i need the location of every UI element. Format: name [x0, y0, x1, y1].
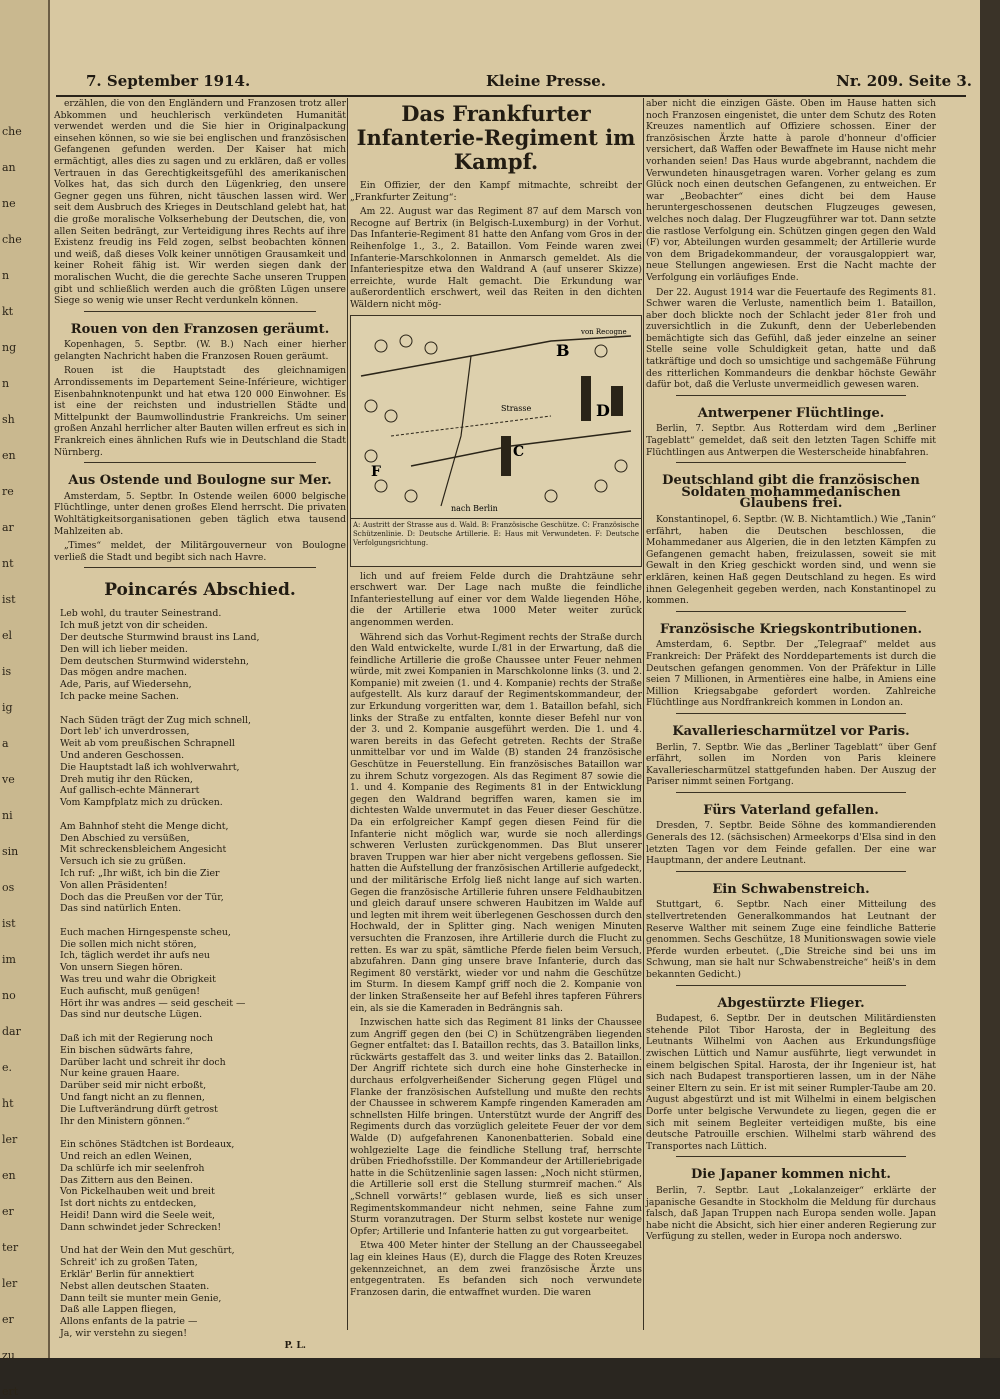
article-text: Während sich das Vorhut-Regiment rechts der Straße durch den Wald entwickelte, wurde I./81 in der Erwartung, daß die feindliche Artillerie die große Chaussee unter Feuer nehmen würde, mit zwei Kompanien in Marschkolonne links (3. und 2. Kompanie) mit zweien (1. und 4. Kompanie) rechts der Straße aufgestellt. Als kurz darauf der Regimentskommandeur, der zur Erkundung vorgeritten war, dem 1. Bataillon befahl, sich links der Straße zu entfalten, konnte dieser Befehl nur von der 3. und 2. Kompanie ausgeführt werden. Die 1. und 4. waren bereits in das Gefecht getreten. Rechts der Straße unmittelbar vor und im Walde (B) standen 24 französische Geschütze in Feuerstellung. Ein französisches Bataillon war zu ihrem Schutz vorgezogen. Als das Regiment 87 sowie die 1. und 4. Kompanie des Regiments 81 in der Entwicklung gegen den Waldrand begriffen waren, kamen sie im dichtesten Walde unvermutet in das Feuer dieser Geschütze. Da ein erfolgreicher Kampf gegen diesen Feind für die Infanterie nicht möglich war, wurde sie noch allerdings schweren Verlusten zurückgenommen. Das Blut unserer braven Truppen war hier aber nicht vergebens geflossen. Sie hatten die Aufstellung der französischen Artillerie aufgedeckt, und der militärische Erfolg ließ nicht lange auf sich warten. Gegen die französische Artillerie fuhren unsere Feldhaubitzen und gleich darauf unsere schweren Haubitzen im Walde auf und legten mit ihrem weit überlegenen Geschossen durch den Hochwald, der in Splitter ging. Nach wenigen Minuten versuchten die Franzosen, ihre Artillerie durch die Flucht zu retten. Es war zu spät, sämtliche Pferde fielen beim Versuch, abzufahren. Dann ging unsere brave Infanterie, durch das Regiment 80 verstärkt, wieder vor und nahm die Geschütze im Sturm. In diesem Kampf griff noch die 2. Kompanie von der linken Straßenseite her auf Befehl ihres tapferen Führers ein, als sie die Kameraden in Bedrängnis sah. [350, 631, 642, 1014]
scan-edge [980, 0, 1000, 1358]
strip-fragment: is [2, 665, 12, 678]
headline: Antwerpener Flüchtlinge. [697, 405, 885, 421]
strip-fragment: er [2, 1313, 14, 1326]
headline: Aus Ostende und Boulogne sur Mer. [68, 473, 332, 489]
article-text: Kopenhagen, 5. Septbr. (W. B.) Nach einer hierher gelangten Nachricht haben die Franzosen Rouen geräumt. [54, 339, 346, 362]
strip-fragment: ar [2, 521, 14, 534]
strip-fragment: che [2, 233, 22, 246]
strip-fragment: ng [2, 341, 17, 354]
strip-fragment: ne [2, 197, 16, 210]
signature: P. L. [284, 1339, 306, 1351]
divider [676, 985, 906, 992]
sketch-map-drawing [351, 316, 641, 516]
strip-fragment: sin [2, 845, 19, 858]
article-text: Budapest, 6. Septbr. Der in deutschen Militärdiensten stehende Pilot Tibor Harosta, der in Begleitung des Leutnants Wilhelmi von Aachen aus Erkundungsflüge zwischen Lüttich und Namur ausführte, liegt verwundet in einem belgischen Spital. Harosta, der ihr Ingenieur ist, hat sich nach Budapest transportieren lassen, um in der Nähe seiner Eltern zu sein. Er ist mit seiner Rumpler-Taube am 20. August abgestürzt und ist mit Wilhelmi in einem belgischen Dorfe unter belgische Verwundete zu liegen, gegen die er sich mit seinem Begleiter verteidigen mußte, bis eine deutsche Patrouille erschien. Wilhelmi starb während des Transportes nach Lüttich. [646, 1013, 936, 1152]
strip-fragment: kt [2, 305, 14, 318]
divider [676, 462, 906, 469]
map-label-f: F [371, 463, 381, 480]
article-text: aber nicht die einzigen Gäste. Oben im Hause hatten sich noch Franzosen eingenistet, die unter dem Schutz des Roten Kreuzes namentlich auf Offiziere schossen. Einer der französischen Ärzte hatte à parole d'honneur d'officier versichert, daß Waffen oder Bewaffnete im Hause nicht mehr vorhanden seien! Das Haus wurde abgebrannt, nachdem die Verwundeten hinausgetragen waren. Vorher gelang es zum Glück noch einen deutschen Gefangenen, zu entweichen. Er war „Beobachter“ eines dicht bei dem Hause heruntergeschossenen deutschen Flugzeuges gewesen, welches noch dalag. Der Flugzeugführer war tot. Dann setzte die rastlose Verfolgung ein. Schützen gingen gegen den Wald (F) vor, Abteilungen wurden gesammelt; der Artillerie wurde von dem Brigadekommandeur, der vorausgaloppiert war, neue Stellungen angewiesen. Erst die Nacht machte der Verfolgung ein vorläufiges Ende. [646, 98, 936, 283]
column-1 [54, 98, 346, 1351]
headline: Französische Kriegskontributionen. [659, 621, 923, 637]
divider [676, 1156, 906, 1163]
article-text: Konstantinopel, 6. Septbr. (W. B. Nichtamtlich.) Wie „Tanin“ erfährt, haben die Deutschen beschlossen, die Mohammedaner aus Algerien, die in den letzten Kämpfen zu Gefangenen gemacht haben, freizulassen, soweit sie mit Gewalt in den Krieg geschickt worden sind, und wenn sie erklären, keinen Haß gegen Deutschland zu hegen. Es wird ihnen Gelegenheit gegeben werden, nach Konstantinopel zu kommen. [646, 514, 936, 607]
masthead-paper: Kleine Presse. [486, 72, 607, 90]
headline: Ein Schwabenstreich. [712, 881, 870, 897]
article-text: Am 22. August war das Regiment 87 auf dem Marsch von Recogne auf Bertrix (in Belgisch-Luxemburg) in der Vorhut. Das Infanterie-Regiment 81 hatte den Anfang vom Gros in der Reihenfolge 1., 3., 2. Bataillon. Vom Feinde waren zwei Infanterie-Marschkolonnen in Anmarsch gemeldet. Als die Infanteriespitze etwa den Waldrand A (auf unserer Skizze) erreichte, wurde Halt gemacht. Die Erkundung war außerordentlich erschwert, weil das Reiten in den dichten Wäldern nicht mög- [350, 206, 642, 310]
divider [676, 792, 906, 799]
map-label-b: B [556, 340, 570, 360]
divider [676, 395, 906, 402]
strip-fragment: im [2, 953, 16, 966]
headline: Kavalleriescharmützel vor Paris. [672, 723, 910, 739]
headline: Poincarés Abschied. [104, 580, 296, 601]
strip-fragment: dar [2, 1025, 21, 1038]
strip-fragment: a [2, 737, 9, 750]
strip-fragment: ert [2, 1385, 19, 1398]
poem-text: Leb wohl, du trauter Seinestrand. Ich muß jetzt von dir scheiden. Der deutsche Sturmwind braust ins Land, Den will ich lieber meiden. Dem deutschen Sturmwind widerstehn, Das mögen andre machen. Ade, Paris, auf Wiedersehn, Ich packe meine Sachen. Nach Süden trägt der Zug mich schnell, Dort leb' ich unverdrossen, Weit ab vom preußischen Schrapnell Und anderen Geschossen. Die Hauptstadt laß ich wohlverwahrt, Dreh mutig ihr den Rücken, Auf gallisch-echte Männerart Vom Kampfplatz mich zu drücken. Am Bahnhof steht die Menge dicht, Den Abschied zu versüßen, Mit schreckensbleichem Angesicht Versuch ich sie zu grüßen. Ich ruf: „Ihr wißt, ich bin die Zier Von allen Präsidenten! Doch das die Preußen vor der Tür, Das sind natürlich Enten. Euch machen Hirngespenste scheu, Die sollen mich nicht stören, Ich, täglich werdet ihr aufs neu Von unsern Siegen hören. Was treu und wahr die Obrigkeit Euch aufischt, muß genügen! Hört ihr was andres — seid gescheit — Das sind nur deutsche Lügen. Daß ich mit der Regierung noch Ein bischen südwärts fahre, Darüber lacht und schreit ihr doch Nur keine grauen Haare. Darüber seid mir nicht erboßt, Und fangt nicht an zu flennen, Die Luftverändrung dürft getrost Ihr den Ministern gönnen.“ Ein schönes Städtchen ist Bordeaux, Und reich an edlen Weinen, Da schlürfe ich mir seelenfroh Das Zittern aus den Beinen. Von Pickelhauben weit und breit Ist dort nichts zu entdecken, Heidi! Dann wird die Seele weit, Dann schwindet jeder Schrecken! Und hat der Wein den Mut geschürt, Schreit' ich zu großen Taten, Erklär' Berlin für annektiert Nebst allen deutschen Staaten. Dann teilt sie munter mein Genie, Daß alle Lappen fliegen, Allons enfants de la patrie — Ja, wir verstehn zu siegen! [60, 608, 260, 1339]
adjacent-page-strip [0, 0, 50, 1398]
masthead [56, 72, 972, 94]
masthead-date: 7. September 1914. [86, 72, 251, 90]
strip-fragment: ig [2, 701, 13, 714]
article-text: erzählen, die von den Engländern und Franzosen trotz aller Abkommen und heuchlerisch verkündeten Humanität verwendet werden und die Sie hier in Originalpackung einsehen können, so wie sie bei englischen und französischen Gefangenen gefunden werden. Der Kaiser hat mich ermächtigt, alles dies zu sagen und zu erklären, daß er volles Vertrauen in das Gerechtigkeitsgefühl des amerikanischen Volkes hat, das sich durch den Lügenkrieg, den unsere Gegner gegen uns führen, nicht täuschen lassen wird. Wer seit dem Ausbruch des Krieges in Deutschland gelebt hat, hat die große moralische Volkserhebung der Deutschen, die, von allen Seiten bedrängt, zur Verteidigung ihres Rechts auf ihre Existenz freudig ins Feld zogen, selbst beobachten können und weiß, daß dieses Volk keiner unnötigen Grausamkeit und keiner Roheit fähig ist. Wir werden siegen dank der moralischen Wucht, die die gerechte Sache unseren Truppen gibt und schließlich werden auch die größten Lügen unsere Siege so wenig wie unser Recht verdunkeln können. [54, 98, 346, 307]
article-text: Amsterdam, 6. Septbr. Der „Telegraaf“ meldet aus Frankreich: Der Präfekt des Norddepartements ist durch die Deutschen gefangen genommen. Von der Präfektur in Lille seien 7 Millionen, in Armentières eine halbe, in Amiens eine Million Kriegsabgabe gefordert worden. Zahlreiche Flüchtlinge aus Nordfrankreich kommen in London an. [646, 639, 936, 709]
strip-fragment: ht [2, 1097, 14, 1110]
strip-fragment: an [2, 161, 16, 174]
strip-fragment: zu [2, 1349, 15, 1362]
divider [84, 462, 316, 469]
map-label-recogne: von Recogne [581, 327, 627, 336]
headline: Deutschland gibt die französischen Soldaten mohammedanischen Glaubens frei. [662, 473, 920, 512]
masthead-rule [56, 95, 966, 97]
strip-fragment: n [2, 377, 10, 390]
headline: Fürs Vaterland gefallen. [703, 802, 879, 818]
divider [676, 713, 906, 720]
map-label-strasse: Strasse [501, 403, 532, 413]
map-label-c: C [513, 443, 525, 460]
article-text: lich und auf freiem Felde durch die Drahtzäune sehr erschwert war. Der Lage nach mußte die feindliche Infanteriestellung auf einer vor dem Walde liegenden Höhe, die der Artillerie etwa 1000 Meter weiter zurück angenommen werden. [350, 570, 642, 628]
strip-fragment: ist [2, 917, 16, 930]
column-rule [347, 98, 348, 1330]
article-text: „Times“ meldet, der Militärgouverneur von Boulogne verließ die Stadt und begibt sich nach Havre. [54, 540, 346, 563]
column-3 [646, 98, 936, 1246]
map-label-berlin: nach Berlin [451, 503, 498, 513]
article-text: Berlin, 7. Septbr. Laut „Lokalanzeiger“ erklärte der japanische Gesandte in Stockholm die Meldung für durchaus falsch, daß Japan Truppen nach Europa senden wolle. Japan habe nicht die Absicht, sich hier einer anderen Regierung zur Verfügung zu stellen, weder in Europa noch anderswo. [646, 1184, 936, 1243]
divider [676, 611, 906, 618]
headline: Abgestürzte Flieger. [717, 995, 865, 1011]
article-text: Inzwischen hatte sich das Regiment 81 links der Chaussee zum Angriff gegen den (bei C) in Schützengräben liegenden Gegner entfaltet: das I. Bataillon rechts, das 3. Bataillon links, rückwärts gestaffelt das 3. und weiter links das 2. Bataillon. Der Angriff richtete sich durch eine hohe Ginsterhecke in durchaus erfolgverheißender Sicherung gegen Flügel und Flanke der französischen Aufstellung und mußte den rechts der Chaussee in schwerem Kampfe ringenden Kameraden am schnellsten Hilfe bringen. Unterstützt wurde der Angriff des Regiments durch das vorzüglich geleitete Feuer der vor dem Walde (D) aufgefahrenen Kanonenbatterien. Sobald eine wohlgezielte Lage die feindliche Stellung traf, herrschte drüben Friedhofsstille. Der Kommandeur der Artilleriebrigade hatte in die Schützenlinie sagen lassen: „Noch nicht stürmen, die Artillerie soll erst die Stellung sturmreif machen.“ Als „Schnell vorwärts!“ geblasen wurde, ließ es sich unser Regimentskommandeur nicht nehmen, seine Fahne zum Sturm voranzutragen. Der Sturm selbst kostete nur wenige Opfer; Artillerie und Infanterie hatten zu gut vorgearbeitet. [350, 1017, 642, 1237]
strip-fragment: re [2, 485, 14, 498]
strip-fragment: ni [2, 809, 13, 822]
strip-fragment: ist [2, 593, 16, 606]
strip-fragment: ler [2, 1277, 18, 1290]
divider [676, 871, 906, 878]
headline: Die Japaner kommen nicht. [691, 1167, 891, 1183]
strip-fragment: n [2, 269, 10, 282]
strip-fragment: er [2, 1205, 14, 1218]
headline: Rouen von den Franzosen geräumt. [70, 321, 330, 337]
strip-fragment: ter [2, 1241, 19, 1254]
strip-fragment: el [2, 629, 13, 642]
strip-fragment: ve [2, 773, 15, 786]
divider [84, 311, 316, 318]
article-text: Der 22. August 1914 war die Feuertaufe des Regiments 81. Schwer waren die Verluste, namentlich beim 1. Bataillon, aber doch blickte noch der Schlacht jeder 81er froh und zuversichtlich in die Zukunft, denn der Ueberlebenden bemächtigte sich das Gefühl, daß jeder einzelne an seiner Stelle seine volle Schuldigkeit getan, hatte und daß tatkräftige und doch so umsichtige und sachgemäße Führung des ritterlichen Kommandeurs die denkbar höchste Gewähr dafür bot, daß die Verluste unvermeidlich gewesen waren. [646, 286, 936, 391]
article-text: Etwa 400 Meter hinter der Stellung an der Chausseegabel lag ein kleines Haus (E), durch die Flagge des Roten Kreuzes gekennzeichnet, an dem zwei französische Ärzte uns entgegentraten. Es befanden sich noch verwundete Franzosen darin, die entwaffnet wurden. Die waren [350, 1240, 642, 1298]
map-legend: A: Austritt der Strasse aus d. Wald. B: Französische Geschütze. C: Französische Schützenlinie. D: Deutsche Artillerie. E: Haus mit Verwundeten. F: Deutsche Verfolgungsrichtung. [351, 518, 641, 550]
headline: Das Frankfurter Infanterie-Regiment im Kampf. [356, 101, 636, 174]
strip-fragment: e. [2, 1061, 13, 1074]
article-text: Berlin, 7. Septbr. Wie das „Berliner Tageblatt“ über Genf erfährt, sollen im Norden von Paris kleinere Kavalleriescharmützel stattgefunden haben. Der Auszug der Pariser nimmt seinen Fortgang. [646, 741, 936, 788]
page-sheet [50, 0, 980, 1358]
strip-fragment: os [2, 881, 15, 894]
article-text: Amsterdam, 5. Septbr. In Ostende weilen 6000 belgische Flüchtlinge, unter denen großes Elend herrscht. Die privaten Wohltätigkeitsorganisationen geben täglich etwa tausend Mahlzeiten ab. [54, 490, 346, 537]
strip-fragment: no [2, 989, 16, 1002]
strip-fragment: en [2, 449, 16, 462]
article-text: Ein Offizier, der den Kampf mitmachte, schreibt der „Frankfurter Zeitung“: [350, 180, 642, 203]
strip-fragment: nt [2, 557, 14, 570]
article-text: Berlin, 7. Septbr. Aus Rotterdam wird dem „Berliner Tageblatt“ gemeldet, daß seit den letzten Tagen Schiffe mit Flüchtlingen aus Antwerpen die Westerscheide hinabfahren. [646, 423, 936, 458]
column-rule [643, 98, 644, 1330]
map-label-d: D [596, 400, 610, 420]
article-text: Dresden, 7. Septbr. Beide Söhne des kommandierenden Generals des 12. (sächsischen) Armeekorps d'Elsa sind in den letzten Tagen vor dem Feinde gefallen. Der eine war Hauptmann, der andere Leutnant. [646, 820, 936, 867]
article-text: Stuttgart, 6. Septbr. Nach einer Mitteilung des stellvertretenden Generalkommandos hat Leutnant der Reserve Walther mit seinem Zuge eine feindliche Batterie genommen. Sechs Geschütze, 18 Munitionswagen sowie viele Pferde wurden erbeutet. („Die Streiche sind bei uns im Schwung, man sie halt nur Schwabenstreiche“ heiß's in dem bekannten Gedicht.) [646, 899, 936, 980]
article-text: Rouen ist die Hauptstadt des gleichnamigen Arrondissements im Departement Seine-Inférieure, wichtiger Eisenbahnknotenpunkt und hat etwa 120 000 Einwohner. Es ist eine der reichsten und industriellen Städte und Mittelpunkt der Baumwollindustrie Frankreichs. Um seiner großen Anzahl herrlicher alter Bauten willen erfreut es sich in Frankreich eines ähnlichen Rufs wie in Deutschland die Stadt Nürnberg. [54, 365, 346, 458]
battle-sketch-map [350, 315, 642, 567]
strip-fragment: ler [2, 1133, 18, 1146]
strip-fragment: sh [2, 413, 15, 426]
strip-fragment: en [2, 1169, 16, 1182]
divider [84, 567, 316, 574]
strip-fragment: che [2, 125, 22, 138]
column-2 [350, 98, 642, 1301]
masthead-issue: Nr. 209. Seite 3. [836, 72, 972, 90]
